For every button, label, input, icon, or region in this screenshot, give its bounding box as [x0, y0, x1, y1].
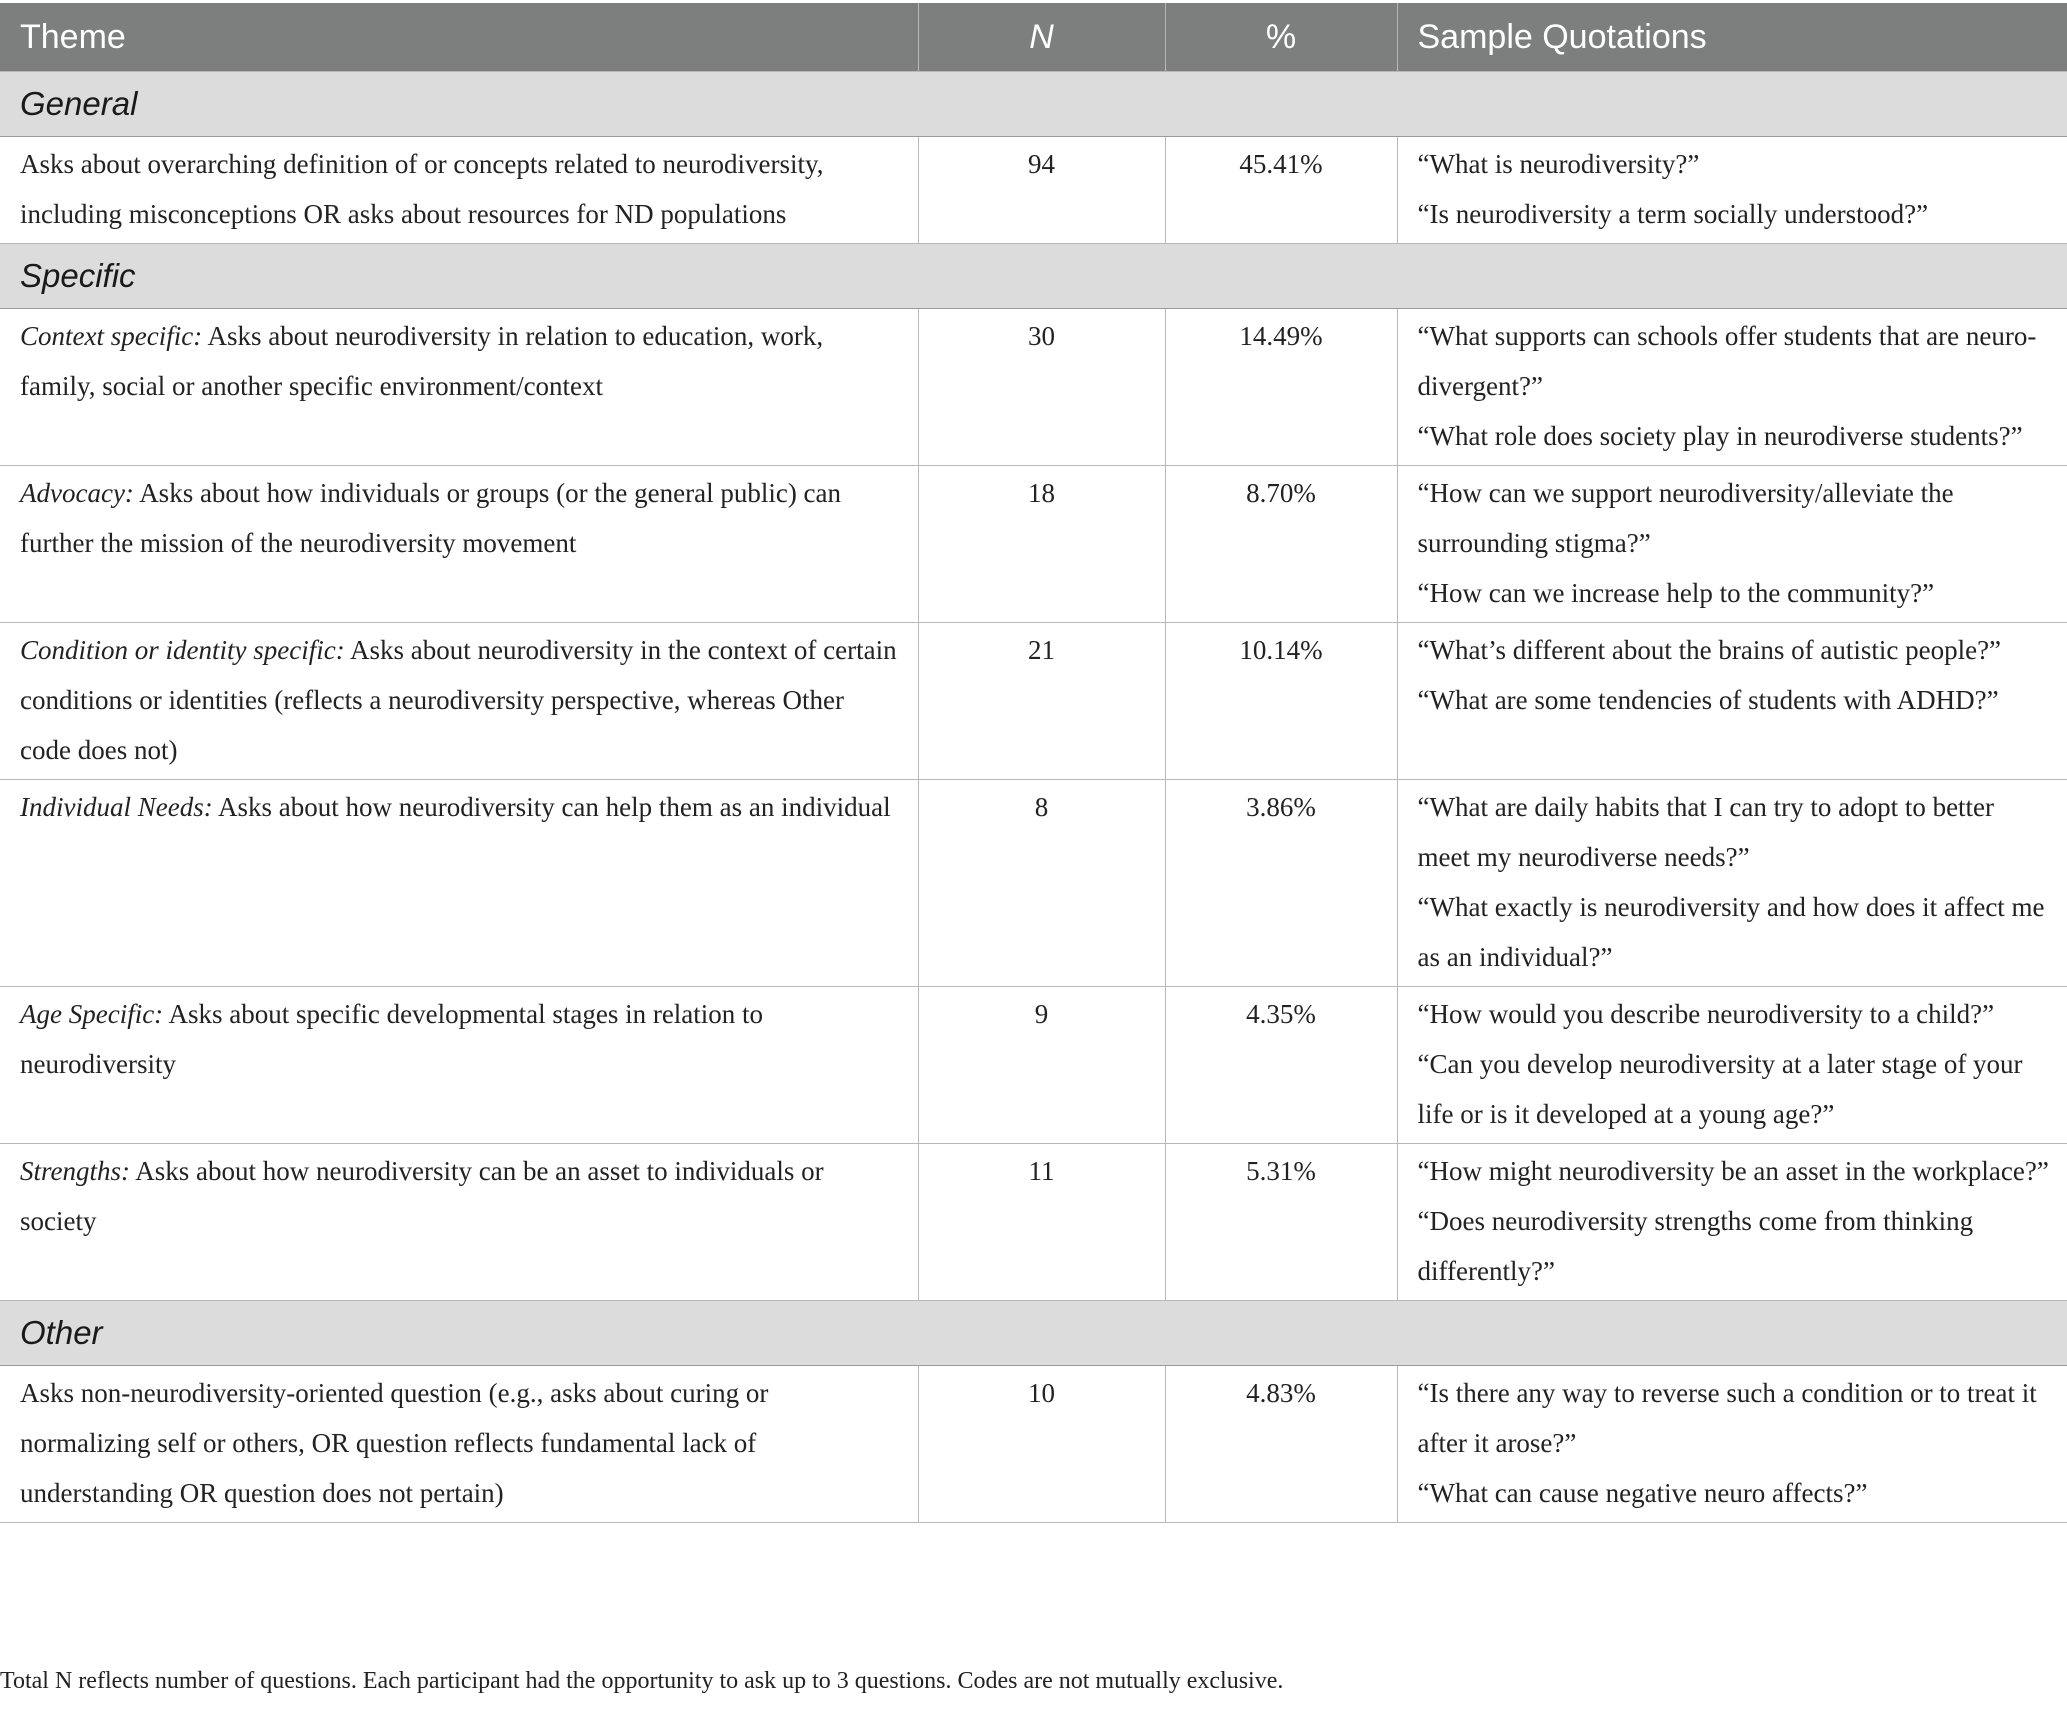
theme-description: Asks about neurodiversity in the context of certain conditions or identities (reflects a neurodiversity perspective, whereas Other code does not) [20, 635, 897, 765]
sample-quote: “Can you develop neurodiversity at a later stage of your life or is it developed at a young age?” [1417, 1049, 2023, 1129]
theme-label: Age Specific: [20, 999, 164, 1029]
table-row [0, 466, 2067, 623]
theme-label: Advocacy: [20, 478, 134, 508]
sample-quote: “What exactly is neurodiversity and how does it affect me as an individual?” [1417, 892, 2045, 972]
quotes-cell [1397, 780, 2067, 987]
quotes-cell [1397, 137, 2067, 244]
theme-description: Asks about how individuals or groups (or the general public) can further the mission of the neurodiversity movement [20, 478, 842, 558]
sample-quote: “What can cause negative neuro affects?” [1417, 1478, 1868, 1508]
theme-label: Individual Needs: [20, 792, 213, 822]
percent-cell: 8.70% [1165, 466, 1397, 623]
table-row [0, 987, 2067, 1144]
sample-quote: “Is neurodiversity a term socially understood?” [1417, 199, 1929, 229]
percent-cell: 4.35% [1165, 987, 1397, 1144]
sample-quote: “Does neurodiversity strengths come from thinking differently?” [1417, 1206, 1974, 1286]
count-cell: 10 [918, 1366, 1165, 1523]
sample-quote: “Is there any way to reverse such a condition or to treat it after it arose?” [1417, 1378, 2037, 1458]
quotes-cell [1397, 623, 2067, 780]
table-header [0, 3, 2067, 72]
theme-cell [0, 780, 918, 987]
count-cell: 30 [918, 309, 1165, 466]
sample-quote: “What role does society play in neurodiverse students?” [1417, 421, 2023, 451]
percent-cell: 10.14% [1165, 623, 1397, 780]
theme-label: Strengths: [20, 1156, 130, 1186]
header-theme: Theme [0, 3, 918, 72]
count-cell: 18 [918, 466, 1165, 623]
theme-description: Asks non-neurodiversity-oriented question (e.g., asks about curing or normalizing self or others, OR question reflects fundamental lack of understanding OR question does not pertain) [20, 1378, 769, 1508]
theme-description: Asks about how neurodiversity can help them as an individual [217, 792, 891, 822]
sample-quote: “What are some tendencies of students with ADHD?” [1417, 685, 1999, 715]
sample-quote: “How can we increase help to the community?” [1417, 578, 1935, 608]
section-title: Other [0, 1301, 2067, 1366]
table-row [0, 1366, 2067, 1523]
theme-cell [0, 1144, 918, 1301]
table-row [0, 309, 2067, 466]
themes-table-container [0, 3, 2067, 1523]
sample-quote: “What supports can schools offer students that are neuro-divergent?” [1417, 321, 2037, 401]
themes-table [0, 3, 2067, 1523]
count-cell: 21 [918, 623, 1165, 780]
theme-cell [0, 623, 918, 780]
theme-description: Asks about overarching definition of or concepts related to neurodiversity, including misconceptions OR asks about resources for ND populations [20, 149, 824, 229]
percent-cell: 45.41% [1165, 137, 1397, 244]
header-row [0, 3, 2067, 72]
header-n: N [918, 3, 1165, 72]
quotes-cell [1397, 1366, 2067, 1523]
header-percent: % [1165, 3, 1397, 72]
percent-cell: 3.86% [1165, 780, 1397, 987]
theme-description: Asks about how neurodiversity can be an asset to individuals or society [20, 1156, 824, 1236]
percent-cell: 4.83% [1165, 1366, 1397, 1523]
section-title: Specific [0, 244, 2067, 309]
section-row [0, 72, 2067, 137]
quotes-cell [1397, 1144, 2067, 1301]
theme-label: Context specific: [20, 321, 203, 351]
theme-cell [0, 466, 918, 623]
section-title: General [0, 72, 2067, 137]
theme-cell [0, 987, 918, 1144]
sample-quote: “What is neurodiversity?” [1417, 149, 1700, 179]
table-row [0, 623, 2067, 780]
sample-quote: “What’s different about the brains of autistic people?” [1417, 635, 2002, 665]
quotes-cell [1397, 987, 2067, 1144]
count-cell: 8 [918, 780, 1165, 987]
theme-cell [0, 1366, 918, 1523]
table-row [0, 137, 2067, 244]
theme-description: Asks about specific developmental stages in relation to neurodiversity [20, 999, 764, 1079]
theme-description: Asks about neurodiversity in relation to education, work, family, social or another specific environment/context [20, 321, 824, 401]
sample-quote: “How would you describe neurodiversity to a child?” [1417, 999, 1995, 1029]
sample-quote: “How might neurodiversity be an asset in the workplace?” [1417, 1156, 2049, 1186]
section-row [0, 244, 2067, 309]
quotes-cell [1397, 466, 2067, 623]
count-cell: 94 [918, 137, 1165, 244]
sample-quote: “How can we support neurodiversity/alleviate the surrounding stigma?” [1417, 478, 1954, 558]
theme-label: Condition or identity specific: [20, 635, 345, 665]
table-row [0, 1144, 2067, 1301]
table-body [0, 72, 2067, 1523]
count-cell: 9 [918, 987, 1165, 1144]
header-sample-quotations: Sample Quotations [1397, 3, 2067, 72]
percent-cell: 14.49% [1165, 309, 1397, 466]
percent-cell: 5.31% [1165, 1144, 1397, 1301]
sample-quote: “What are daily habits that I can try to adopt to better meet my neurodiverse needs?” [1417, 792, 1995, 872]
theme-cell [0, 309, 918, 466]
table-footnote: Total N reflects number of questions. Each participant had the opportunity to ask up to 3 questions. Codes are not mutually exclusive. [0, 1668, 1284, 1694]
count-cell: 11 [918, 1144, 1165, 1301]
quotes-cell [1397, 309, 2067, 466]
table-row [0, 780, 2067, 987]
theme-cell [0, 137, 918, 244]
section-row [0, 1301, 2067, 1366]
